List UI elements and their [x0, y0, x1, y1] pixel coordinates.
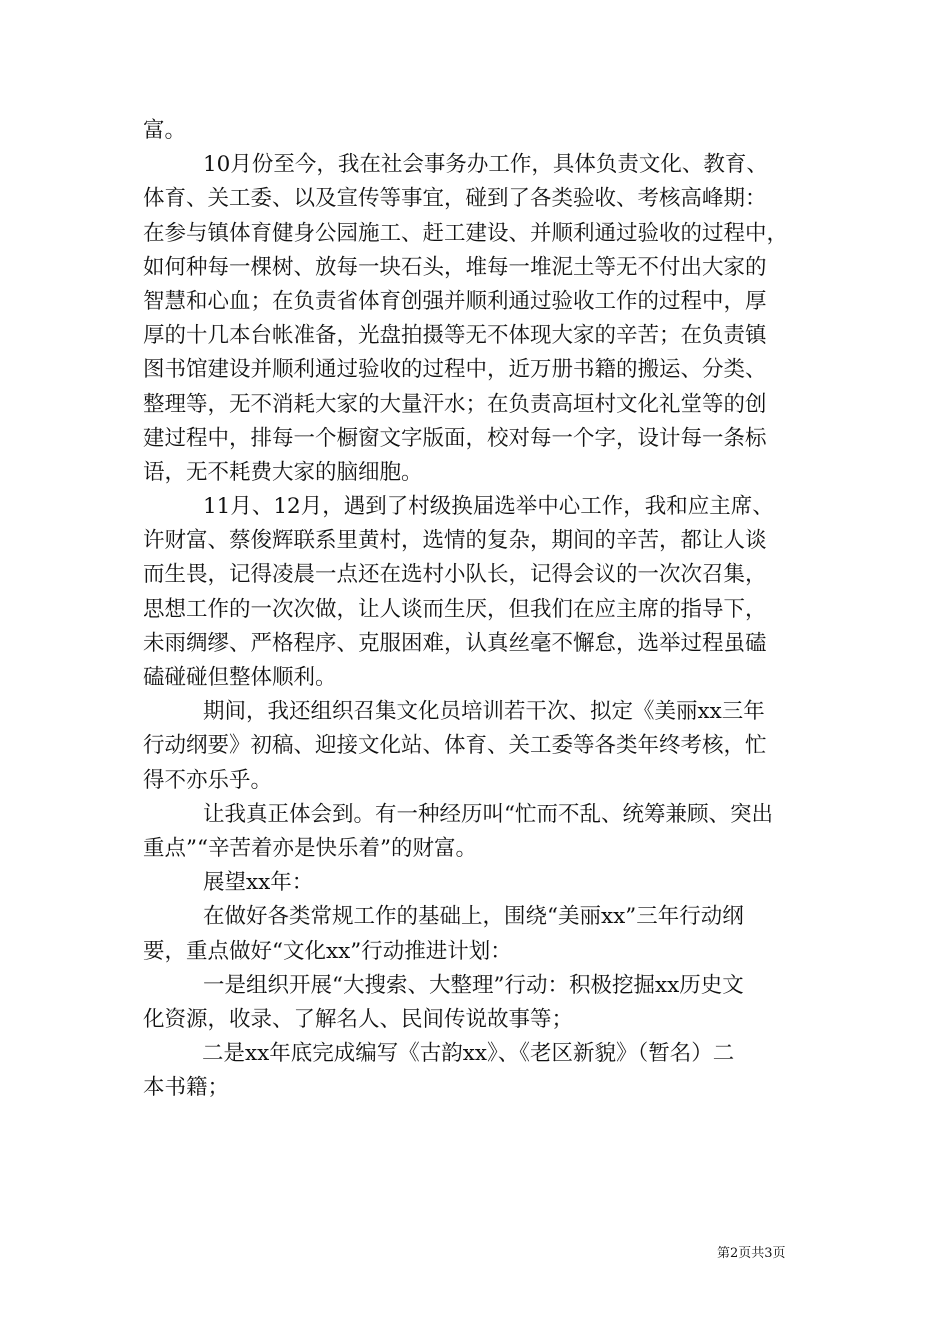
- text-line: 未雨绸缪、严格程序、克服困难，认真丝毫不懈怠，选举过程虽磕: [143, 630, 767, 656]
- text-line: 建过程中，排每一个橱窗文字版面，校对每一个字，设计每一条标: [143, 425, 767, 451]
- text-line: 重点”“辛苦着亦是快乐着”的财富。: [143, 835, 477, 861]
- paragraph-start: 10月份至今，我在社会事务办工作，具体负责文化、教育、: [203, 152, 768, 178]
- text-line: 体育、关工委、以及宣传等事宜，碰到了各类验收、考核高峰期：: [143, 186, 767, 212]
- text-line: 磕碰碰但整体顺利。: [143, 665, 337, 690]
- page-number-footer: 第2页共3页: [717, 1246, 786, 1261]
- text-line: 富。: [143, 118, 187, 143]
- text-line: 化资源，收录、了解名人、民间传说故事等；: [143, 1006, 574, 1032]
- text-line: 图书馆建设并顺利通过验收的过程中，近万册书籍的搬运、分类、: [143, 357, 767, 383]
- text-line: 整理等，无不消耗大家的大量汗水；在负责高垣村文化礼堂等的创: [143, 391, 767, 417]
- text-line: 得不亦乐乎。: [143, 767, 273, 793]
- text-line: 要，重点做好“文化xx”行动推进计划：: [143, 938, 512, 964]
- text-line: 语，无不耗费大家的脑细胞。: [143, 459, 423, 485]
- paragraph-start: 一是组织开展“大搜索、大整理”行动：积极挖掘xx历史文: [203, 972, 744, 998]
- paragraph-start: 展望xx年：: [203, 870, 314, 896]
- paragraph-start: 二是xx年底完成编写《古韵xx》、《老区新貌》（暂名）二: [202, 1041, 735, 1067]
- text-line: 智慧和心血；在负责省体育创强并顺利通过验收工作的过程中，厚: [143, 288, 767, 314]
- document-body: [143, 114, 813, 1105]
- text-line: 思想工作的一次次做，让人谈而生厌，但我们在应主席的指导下，: [143, 596, 767, 622]
- text-line: 本书籍；: [143, 1075, 230, 1101]
- paragraph-start: 11月、12月，遇到了村级换届选举中心工作，我和应主席、: [203, 494, 774, 520]
- text-line: 许财富、蔡俊辉联系里黄村，选情的复杂，期间的辛苦，都让人谈: [143, 528, 767, 554]
- paragraph-start: 期间，我还组织召集文化员培训若干次、拟定《美丽xx三年: [203, 699, 765, 725]
- text-line: 厚的十几本台帐准备，光盘拍摄等无不体现大家的辛苦；在负责镇: [143, 323, 767, 349]
- text-line: 在参与镇体育健身公园施工、赶工建设、并顺利通过验收的过程中，: [143, 220, 789, 246]
- text-line: 行动纲要》初稿、迎接文化站、体育、关工委等各类年终考核，忙: [143, 733, 767, 759]
- text-line: 如何种每一棵树、放每一块石头，堆每一堆泥土等无不付出大家的: [143, 254, 767, 280]
- paragraph-start: 让我真正体会到。有一种经历叫“忙而不乱、统筹兼顾、突出: [203, 801, 773, 827]
- text-line: 而生畏，记得凌晨一点还在选村小队长，记得会议的一次次召集，: [143, 562, 767, 588]
- paragraph-start: 在做好各类常规工作的基础上，围绕“美丽xx”三年行动纲: [203, 904, 744, 930]
